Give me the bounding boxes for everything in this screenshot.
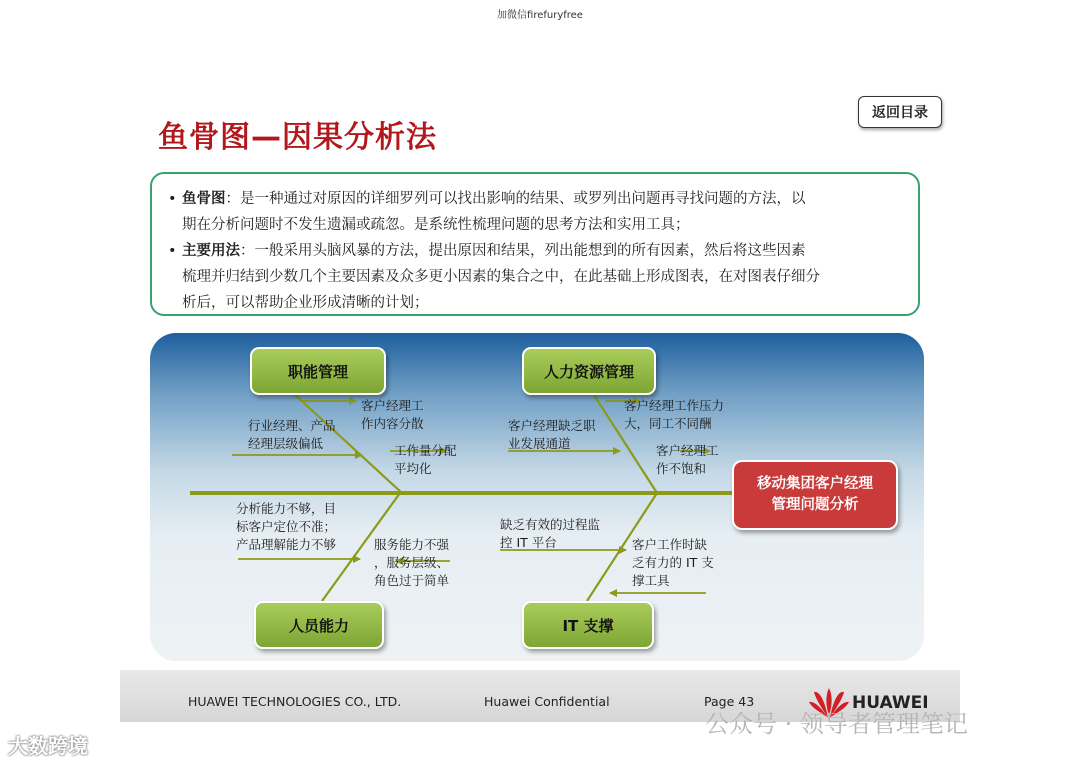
cause-manager-level-low: 行业经理、产品 经理层级偏低 <box>248 418 336 451</box>
term-label: 鱼骨图 <box>182 191 226 207</box>
cause-work-content-scattered: 客户经理工 作内容分散 <box>361 398 424 431</box>
cause-analysis-ability: 分析能力不够，目 标客户定位不准； 产品理解能力不够 <box>236 501 337 552</box>
description-box <box>150 172 920 316</box>
term-label: 主要用法 <box>182 243 240 259</box>
description-line: 梳理并归结到少数几个主要因素及众多更小因素的集合之中，在此基础上形成图表，在对图表仔细分 <box>182 269 820 285</box>
page-title: 鱼骨图—因果分析法 <box>158 120 437 155</box>
cause-no-it-tools: 客户工作时缺 乏有力的 IT 支 撑工具 <box>632 537 714 588</box>
description-line: 一般采用头脑风暴的方法，提出原因和结果，列出能想到的所有因素，然后将这些因素 <box>254 243 806 259</box>
bullet-icon: • <box>168 243 177 259</box>
return-to-contents-button[interactable]: 返回目录 <box>858 96 942 128</box>
cause-no-career-path: 客户经理缺乏职 业发展通道 <box>508 418 596 451</box>
category-personnel-capability: 人员能力 <box>254 601 384 649</box>
cause-pressure-unequal-pay: 客户经理工作压力 大，同工不同酬 <box>624 398 725 431</box>
cause-work-not-saturated: 客户经理工 作不饱和 <box>656 443 719 476</box>
category-functional-management: 职能管理 <box>250 347 386 395</box>
cause-no-monitoring-platform: 缺乏有效的过程监 控 IT 平台 <box>500 517 601 550</box>
category-hr-management: 人力资源管理 <box>522 347 656 395</box>
description-line: 期在分析问题时不发生遗漏或疏忽。是系统性梳理问题的思考方法和实用工具； <box>182 217 690 233</box>
category-it-support: IT 支撑 <box>522 601 654 649</box>
footer-page-number: Page 43 <box>704 694 755 709</box>
description-item-fishbone <box>166 186 902 238</box>
term-separator: ： <box>225 191 240 207</box>
effect-label: 移动集团客户经理 管理问题分析 <box>757 476 873 513</box>
footer-confidential: Huawei Confidential <box>484 694 610 709</box>
top-note: 加微信firefuryfree <box>497 10 583 21</box>
effect-problem-box <box>732 460 898 530</box>
cause-workload-averaged: 工作量分配 平均化 <box>394 443 457 476</box>
bullet-icon: • <box>168 191 177 207</box>
fishbone-diagram <box>150 333 924 661</box>
footer-company: HUAWEI TECHNOLOGIES CO., LTD. <box>188 694 402 709</box>
description-line: 析后，可以帮助企业形成清晰的计划； <box>182 295 429 311</box>
watermark-right: 公众号 · 领导者管理笔记 <box>705 710 968 738</box>
description-item-usage <box>166 238 902 316</box>
description-line: 是一种通过对原因的详细罗列可以找出影响的结果、或罗列出问题再寻找问题的方法，以 <box>240 191 806 207</box>
term-separator: ： <box>240 243 255 259</box>
footer-brand: HUAWEI <box>852 693 929 713</box>
cause-service-ability: 服务能力不强 ，服务层级、 角色过于简单 <box>374 537 450 588</box>
watermark-left: 大数跨境 <box>8 734 88 758</box>
